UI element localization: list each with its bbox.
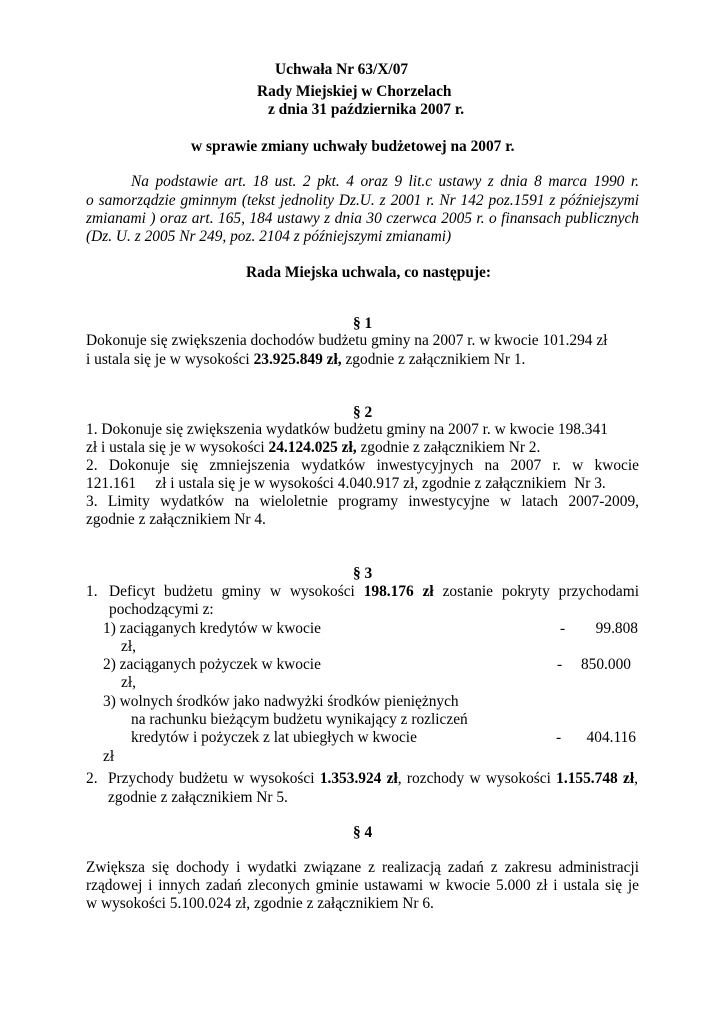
resolves-statement: Rada Miejska uchwala, co następuje: [246, 264, 491, 281]
funding-source-amount: 99.808 [595, 620, 638, 637]
funding-source-amount: 404.116 [586, 729, 636, 746]
list-number: 2. [86, 770, 98, 787]
outflow-amount: 1.155.748 zł [556, 770, 635, 787]
funding-source-label: 3) wolnych środków jako nadwyżki środków pieniężnych [103, 693, 459, 710]
resolution-subject: w sprawie zmiany uchwały budżetowej na 2007 r. [191, 138, 515, 155]
resolution-title: Uchwała Nr 63/X/07 [275, 61, 409, 78]
funding-source-label: 1) zaciąganych kredytów w kwocie [103, 620, 321, 637]
currency-unit: zł, [121, 638, 136, 655]
income-total-amount: 23.925.849 zł, [253, 351, 342, 368]
dash: - [560, 620, 566, 637]
funding-source-amount: 850.000 [580, 656, 631, 673]
deficit-line: pochodzącymi z: [109, 601, 214, 618]
section-2-line: 1. Dokonuje się zwiększenia wydatków budżetu gminy na 2007 r. w kwocie 198.341 [86, 421, 608, 438]
revenue-line: Przychody budżetu w wysokości 1.353.924 zł, rozchody w wysokości 1.155.748 zł, [108, 770, 638, 787]
currency-unit: zł, [121, 674, 136, 691]
legal-basis-line: zmianami ) oraz art. 165, 184 ustawy z dnia 30 czerwca 2005 r. o finansach publicznych [86, 210, 639, 227]
section-4-heading: § 4 [353, 824, 373, 841]
section-2-heading: § 2 [353, 404, 373, 421]
funding-source-label: 2) zaciąganych pożyczek w kwocie [103, 656, 321, 673]
revenue-amount: 1.353.924 zł [319, 770, 398, 787]
section-2-line: 121.161 zł i ustala się je w wysokości 4.040.917 zł, zgodnie z załącznikiem Nr 3. [86, 475, 606, 492]
section-2-line: zgodnie z załącznikiem Nr 4. [86, 511, 266, 528]
section-2-line: 2. Dokonuje się zmniejszenia wydatków inwestycyjnych na 2007 r. w kwocie [86, 457, 639, 474]
dash: - [556, 729, 562, 746]
deficit-line: Deficyt budżetu gminy w wysokości 198.176 zł zostanie pokryty przychodami [109, 583, 639, 600]
legal-basis-line: o samorządzie gminnym (tekst jednolity Dz.U. z 2001 r. Nr 142 poz.1591 z późniejszymi [86, 192, 639, 209]
section-4-line: rządowej i innych zadań zleconych gminie ustawami w kwocie 5.000 zł i ustala się je [86, 877, 639, 894]
section-2-line: zł i ustala się je w wysokości 24.124.025 zł, zgodnie z załącznikiem Nr 2. [86, 439, 541, 456]
section-4-line: Zwiększa się dochody i wydatki związane z realizacją zadań z zakresu administracji [86, 859, 639, 876]
section-2-line: 3. Limity wydatków na wieloletnie programy inwestycyjne w latach 2007-2009, [86, 493, 639, 510]
legal-basis-line: (Dz. U. z 2005 Nr 249, poz. 2104 z późniejszymi zmianami) [86, 228, 452, 245]
section-3-heading: § 3 [353, 565, 373, 582]
council-name: Rady Miejskiej w Chorzelach [257, 83, 452, 100]
currency-unit: zł [103, 748, 115, 765]
expenditure-total-amount: 24.124.025 zł, [268, 439, 357, 456]
section-1-line: i ustala się je w wysokości 23.925.849 zł, zgodnie z załącznikiem Nr 1. [86, 351, 526, 368]
funding-source-label: na rachunku bieżącym budżetu wynikający z rozliczeń [131, 711, 468, 728]
resolution-date: z dnia 31 października 2007 r. [268, 101, 465, 118]
section-1-line: Dokonuje się zwiększenia dochodów budżetu gminy na 2007 r. w kwocie 101.294 zł [86, 332, 608, 349]
dash: - [557, 656, 563, 673]
deficit-amount: 198.176 zł [363, 583, 434, 600]
funding-source-label: kredytów i pożyczek z lat ubiegłych w kwocie [131, 729, 417, 746]
legal-basis-line: Na podstawie art. 18 ust. 2 pkt. 4 oraz 9 lit.c ustawy z dnia 8 marca 1990 r. [131, 173, 639, 190]
section-1-heading: § 1 [353, 315, 373, 332]
section-4-line: w wysokości 5.100.024 zł, zgodnie z załącznikiem Nr 6. [86, 895, 434, 912]
list-number: 1. [86, 583, 98, 600]
revenue-line: zgodnie z załącznikiem Nr 5. [108, 789, 288, 806]
